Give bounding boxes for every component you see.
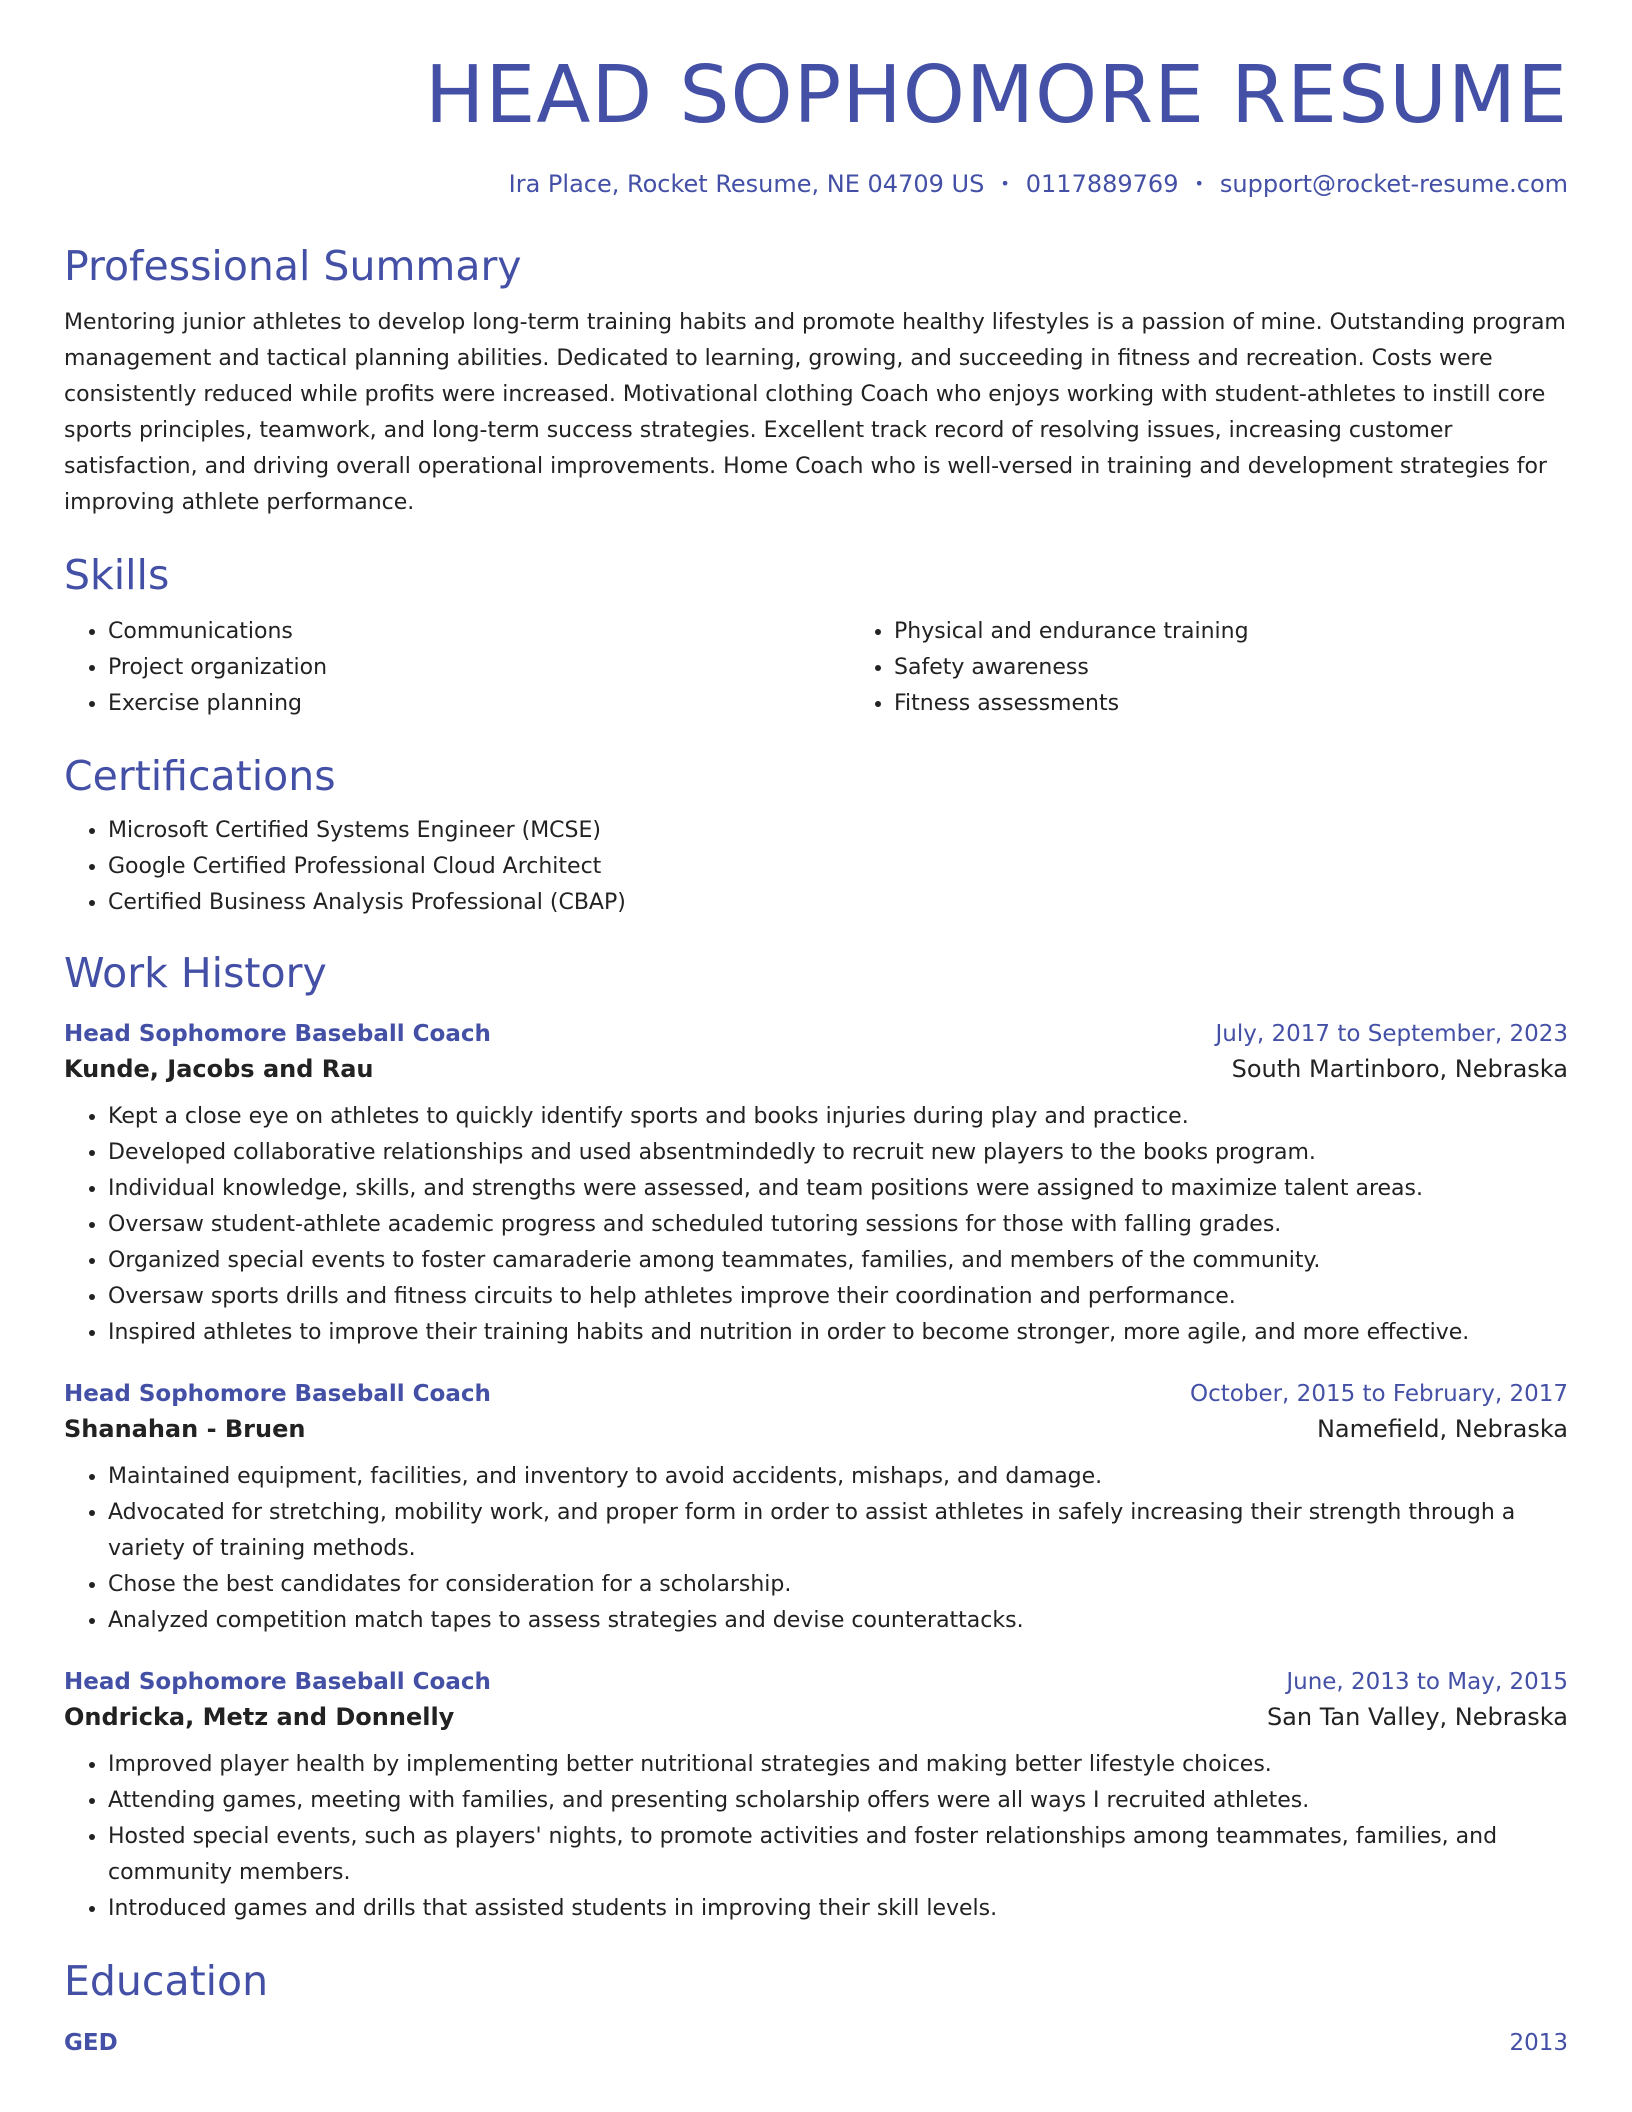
job-company: Shanahan - Bruen: [64, 1414, 306, 1443]
certification-item: • Certified Business Analysis Professional (CBAP): [108, 885, 1568, 921]
skill-item: • Safety awareness: [894, 650, 1568, 686]
job-bullet: • Analyzed competition match tapes to assess strategies and devise counterattacks.: [108, 1603, 1568, 1639]
job-bullet: • Organized special events to foster camaraderie among teammates, families, and members of the community.: [108, 1243, 1568, 1279]
job-title: Head Sophomore Baseball Coach: [64, 1380, 491, 1407]
job-company: Kunde, Jacobs and Rau: [64, 1054, 374, 1083]
education-entry: [64, 2030, 1568, 2056]
job-dates: July, 2017 to September, 2023: [1215, 1020, 1568, 1047]
job-title: Head Sophomore Baseball Coach: [64, 1020, 491, 1047]
job-bullets: [64, 1099, 1568, 1351]
job-bullet: • Hosted special events, such as players' nights, to promote activities and foster relationships among teammates, families, and community members.: [108, 1819, 1568, 1891]
section-title-work-history: Work History: [64, 949, 327, 998]
skill-item: • Physical and endurance training: [894, 614, 1568, 650]
job-entry: [64, 1381, 1568, 1639]
resume-header: [64, 49, 1568, 198]
job-bullet: • Kept a close eye on athletes to quickly identify sports and books injuries during play and practice.: [108, 1099, 1568, 1135]
contact-phone: 0117889769: [1025, 169, 1179, 198]
job-company: Ondricka, Metz and Donnelly: [64, 1702, 455, 1731]
certifications-list: [64, 813, 1568, 921]
resume-name: HEAD SOPHOMORE RESUME: [425, 49, 1568, 141]
education-degree: GED: [64, 2029, 118, 2056]
job-bullet: • Inspired athletes to improve their training habits and nutrition in order to become stronger, more agile, and more effective.: [108, 1315, 1568, 1351]
job-bullet: • Oversaw student-athlete academic progress and scheduled tutoring sessions for those with falling grades.: [108, 1207, 1568, 1243]
job-bullet: • Introduced games and drills that assisted students in improving their skill levels.: [108, 1891, 1568, 1927]
job-header: [64, 1381, 1568, 1407]
certification-item: • Google Certified Professional Cloud Architect: [108, 849, 1568, 885]
job-dates: October, 2015 to February, 2017: [1190, 1380, 1568, 1407]
contact-email[interactable]: support@rocket-resume.com: [1219, 169, 1568, 198]
section-title-certifications: Certifications: [64, 752, 336, 801]
contact-address: Ira Place, Rocket Resume, NE 04709 US: [508, 169, 985, 198]
skill-item: • Project organization: [108, 650, 850, 686]
education-year: 2013: [1509, 2029, 1568, 2056]
skill-item: • Fitness assessments: [894, 686, 1568, 722]
job-entry: [64, 1021, 1568, 1351]
job-entry: [64, 1669, 1568, 1927]
summary-text: Mentoring junior athletes to develop long-term training habits and promote healthy lifestyles is a passion of mine. Outstanding program management and tactical planning abilities. Dedicated to learning, growing, and succeeding in fitness and recreation. Costs were consistently reduced while profits were increased. Motivational clothing Coach who enjoys working with student-athletes to instill core sports principles, teamwork, and long-term success strategies. Excellent track record of resolving issues, increasing customer satisfaction, and driving overall operational improvements. Home Coach who is well-versed in training and development strategies for improving athlete performance.: [64, 310, 1566, 516]
section-title-education: Education: [64, 1956, 269, 2005]
skills-column-left: [64, 614, 850, 722]
certification-item: • Microsoft Certified Systems Engineer (MCSE): [108, 813, 1568, 849]
contact-separator: •: [1194, 173, 1204, 193]
job-header: [64, 1669, 1568, 1695]
skill-item: • Exercise planning: [108, 686, 850, 722]
job-bullet: • Oversaw sports drills and fitness circuits to help athletes improve their coordination and performance.: [108, 1279, 1568, 1315]
job-bullet: • Advocated for stretching, mobility work, and proper form in order to assist athletes in safely increasing their strength through a variety of training methods.: [108, 1495, 1568, 1567]
job-subheader: [64, 1055, 1568, 1083]
job-bullet: • Developed collaborative relationships and used absentmindedly to recruit new players to the books program.: [108, 1135, 1568, 1171]
resume-page: [64, 0, 1568, 2056]
job-subheader: [64, 1415, 1568, 1443]
job-bullets: [64, 1747, 1568, 1927]
job-location: San Tan Valley, Nebraska: [1266, 1702, 1568, 1731]
job-bullets: [64, 1459, 1568, 1639]
job-bullet: • Maintained equipment, facilities, and inventory to avoid accidents, mishaps, and damage.: [108, 1459, 1568, 1495]
job-bullet: • Improved player health by implementing better nutritional strategies and making better lifestyle choices.: [108, 1747, 1568, 1783]
job-location: Namefield, Nebraska: [1316, 1414, 1568, 1443]
job-header: [64, 1021, 1568, 1047]
skills-list: [64, 614, 1568, 722]
contact-line: [64, 170, 1568, 198]
skills-column-right: [850, 614, 1568, 722]
contact-separator: •: [1000, 173, 1010, 193]
job-title: Head Sophomore Baseball Coach: [64, 1668, 491, 1695]
job-location: South Martinboro, Nebraska: [1231, 1054, 1568, 1083]
job-bullet: • Chose the best candidates for consideration for a scholarship.: [108, 1567, 1568, 1603]
job-bullet: • Attending games, meeting with families, and presenting scholarship offers were all ways I recruited athletes.: [108, 1783, 1568, 1819]
section-title-skills: Skills: [64, 551, 170, 600]
job-subheader: [64, 1703, 1568, 1731]
job-bullet: • Individual knowledge, skills, and strengths were assessed, and team positions were assigned to maximize talent areas.: [108, 1171, 1568, 1207]
section-title-summary: Professional Summary: [64, 241, 522, 290]
skill-item: • Communications: [108, 614, 850, 650]
job-dates: June, 2013 to May, 2015: [1286, 1668, 1568, 1695]
